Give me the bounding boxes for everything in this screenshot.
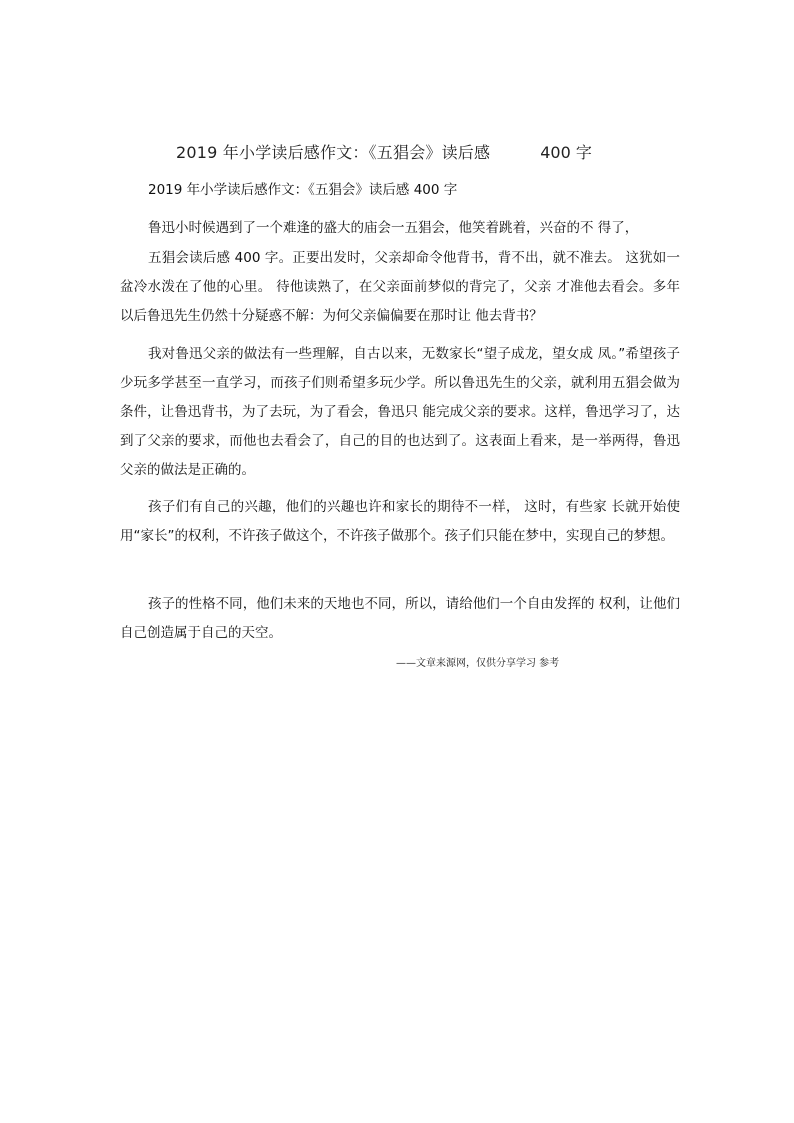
title-main: 2019 年小学读后感作文：《五猖会》读后感	[176, 143, 491, 162]
source-footer: ——文章来源网，仅供分享学习 参考	[396, 658, 560, 669]
subtitle: 2019 年小学读后感作文：《五猖会》读后感 400 字	[148, 182, 458, 198]
paragraph-group-4	[120, 493, 680, 551]
title-tail: 400 字	[540, 143, 592, 162]
paragraph-3: 我对鲁迅父亲的做法有一些理解，自古以来，无数家长“望子成龙，望女成 凤。”希望孩子少玩多学甚至一直学习，而孩子们则希望多玩少学。所以鲁迅先生的父亲，就利用五猖会做为条件，让鲁迅背书，为了去玩，为了看会，鲁迅只 能完成父亲的要求。这样，鲁迅学习了，达到了父亲的要求，而他也去看会了，自己的目的也达到了。这表面上看来，是一举两得，鲁迅父亲的做法是正确的。	[120, 346, 680, 478]
paragraph-group-5	[120, 590, 680, 648]
paragraph-4: 孩子们有自己的兴趣，他们的兴趣也许和家长的期待不一样， 这时，有些家 长就开始使用“家长”的权利，不许孩子做这个，不许孩子做那个。孩子们只能在梦中，实现自己的梦想。	[120, 499, 680, 544]
paragraph-1: 鲁迅小时候遇到了一个难逢的盛大的庙会一五猖会，他笑着跳着，兴奋的不 得了，	[148, 220, 639, 236]
paragraph-5: 孩子的性格不同，他们未来的天地也不同，所以，请给他们一个自由发挥的 权利，让他们自己创造属于自己的天空。	[120, 596, 680, 641]
paragraph-group-1	[120, 214, 680, 331]
page-title	[176, 142, 592, 164]
paragraph-group-3	[120, 340, 680, 485]
paragraph-2: 五猖会读后感 400 字。正要出发时，父亲却命令他背书，背不出，就不准去。 这犹如一盆冷水泼在了他的心里。 待他读熟了，在父亲面前梦似的背完了，父亲 才准他去看会。多年以后鲁迅先生仍然十分疑惑不解：为何父亲偏偏要在那时让 他去背书？	[120, 250, 680, 324]
